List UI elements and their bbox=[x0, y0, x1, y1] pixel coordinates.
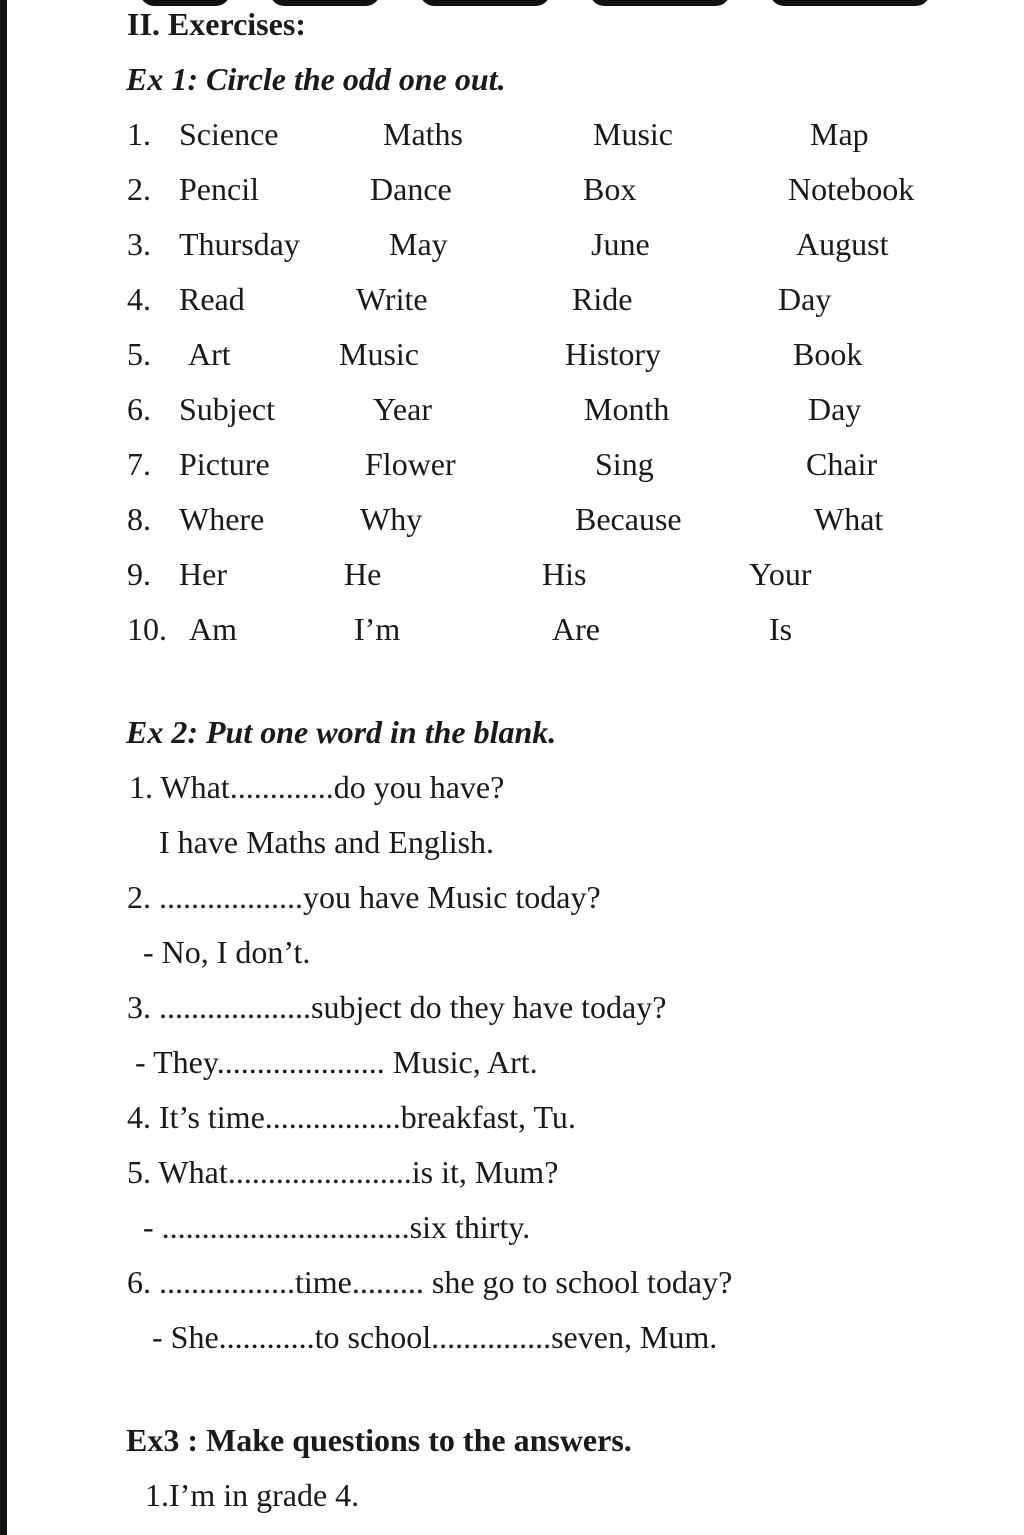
ex1-word[interactable]: Month bbox=[584, 391, 670, 427]
ex1-word[interactable]: Box bbox=[583, 171, 637, 207]
ex1-row-number: 8. bbox=[127, 501, 151, 537]
ex2-answer-2: - No, I don’t. bbox=[143, 934, 311, 970]
ex1-row-number: 5. bbox=[127, 336, 151, 372]
ex1-word[interactable]: Science bbox=[179, 116, 279, 152]
ex1-word[interactable]: Picture bbox=[179, 446, 270, 482]
ex1-word[interactable]: Are bbox=[552, 611, 600, 647]
ex1-row-number: 6. bbox=[127, 391, 151, 427]
ex1-word[interactable]: August bbox=[796, 226, 889, 262]
ex1-word[interactable]: Why bbox=[360, 501, 423, 537]
ex2-title: Ex 2: Put one word in the blank. bbox=[126, 714, 557, 750]
ex2-answer-3: - They..................... Music, Art. bbox=[135, 1044, 538, 1080]
ex1-word[interactable]: Your bbox=[749, 556, 812, 592]
ex1-word[interactable]: Map bbox=[810, 116, 869, 152]
ex1-word[interactable]: Notebook bbox=[788, 171, 915, 207]
ex3-title: Ex3 : Make questions to the answers. bbox=[126, 1422, 632, 1458]
ex1-title: Ex 1: Circle the odd one out. bbox=[126, 61, 506, 97]
ex2-question-2: 2. ..................you have Music today? bbox=[127, 879, 601, 915]
ex1-word[interactable]: He bbox=[344, 556, 382, 592]
ex2-question-4: 4. It’s time.................breakfast, Tu. bbox=[127, 1099, 576, 1135]
ex1-word[interactable]: Day bbox=[778, 281, 832, 317]
ex1-row-number: 3. bbox=[127, 226, 151, 262]
ex3-answer-1: 1.I’m in grade 4. bbox=[145, 1477, 360, 1513]
ex1-word[interactable]: Book bbox=[793, 336, 863, 372]
ex2-answer-6: - She............to school...............seven, Mum. bbox=[152, 1319, 718, 1355]
ex1-row-number: 10. bbox=[127, 611, 167, 647]
ex2-answer-5: - ...............................six thirty. bbox=[143, 1209, 531, 1245]
ex1-word[interactable]: Sing bbox=[595, 446, 654, 482]
ex1-word[interactable]: Dance bbox=[370, 171, 452, 207]
ex1-word[interactable]: Read bbox=[179, 281, 245, 317]
ex1-word[interactable]: Ride bbox=[572, 281, 633, 317]
section-title: II. Exercises: bbox=[127, 6, 306, 42]
ex1-word[interactable]: Music bbox=[339, 336, 419, 372]
ex2-answer-1: I have Maths and English. bbox=[159, 824, 495, 860]
ex1-word[interactable]: Because bbox=[575, 501, 682, 537]
ex1-word[interactable]: Subject bbox=[179, 391, 275, 427]
ex1-row-number: 7. bbox=[127, 446, 151, 482]
ex1-word[interactable]: Is bbox=[769, 611, 793, 647]
ex1-word[interactable]: May bbox=[389, 226, 448, 262]
ex1-word[interactable]: Art bbox=[188, 336, 231, 372]
ex1-word[interactable]: Maths bbox=[383, 116, 463, 152]
ex1-word[interactable]: Chair bbox=[806, 446, 878, 482]
ex1-word[interactable]: Music bbox=[593, 116, 673, 152]
ex1-row-number: 2. bbox=[127, 171, 151, 207]
ex1-word[interactable]: Day bbox=[808, 391, 862, 427]
ex2-question-5: 5. What.......................is it, Mum? bbox=[127, 1154, 559, 1190]
ex1-word[interactable]: Thursday bbox=[179, 226, 300, 262]
ex1-word[interactable]: His bbox=[542, 556, 587, 592]
ex1-word[interactable]: Where bbox=[179, 501, 265, 537]
ex1-word[interactable]: Am bbox=[189, 611, 237, 647]
ex1-word[interactable]: Her bbox=[179, 556, 227, 592]
ex1-word[interactable]: Pencil bbox=[179, 171, 259, 207]
ex1-row-number: 9. bbox=[127, 556, 151, 592]
ex1-word[interactable]: History bbox=[565, 336, 661, 372]
ex1-word[interactable]: Flower bbox=[365, 446, 456, 482]
ex2-question-6: 6. .................time......... she go to school today? bbox=[127, 1264, 733, 1300]
ex1-word[interactable]: Write bbox=[356, 281, 428, 317]
ex1-row-number: 4. bbox=[127, 281, 151, 317]
ex2-question-3: 3. ...................subject do they have today? bbox=[127, 989, 667, 1025]
ex1-word[interactable]: June bbox=[591, 226, 650, 262]
ex1-word[interactable]: Year bbox=[373, 391, 432, 427]
ex1-row-number: 1. bbox=[127, 116, 151, 152]
left-edge-shadow bbox=[0, 0, 7, 1535]
ex1-word[interactable]: I’m bbox=[354, 611, 401, 647]
ex2-question-1: 1. What.............do you have? bbox=[129, 769, 505, 805]
ex1-word[interactable]: What bbox=[814, 501, 884, 537]
